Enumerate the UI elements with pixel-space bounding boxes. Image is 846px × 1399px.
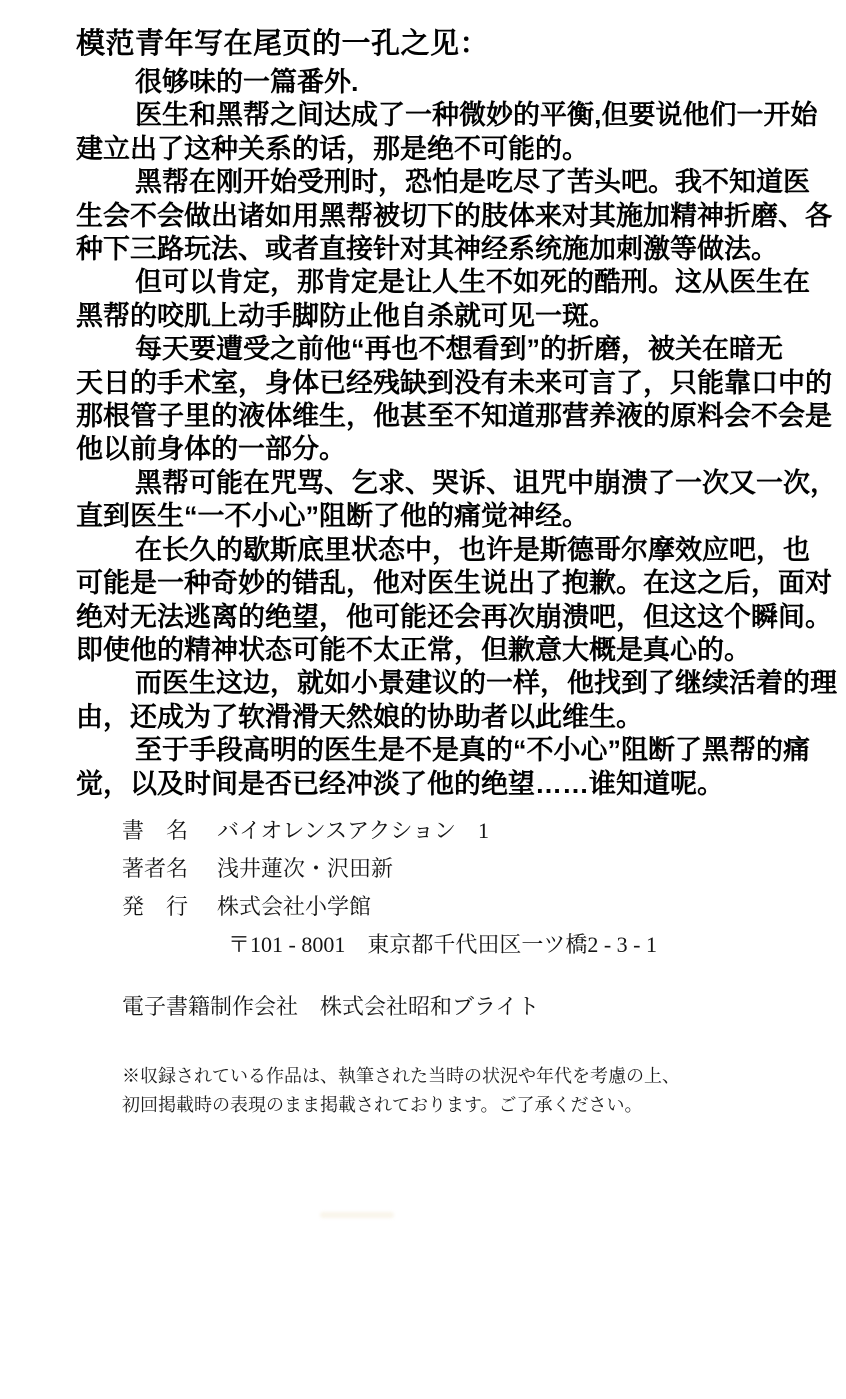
commentary-line: 但可以肯定，那肯定是让人生不如死的酷刑。这从医生在: [135, 267, 810, 298]
commentary-heading: 模范青年写在尾页的一孔之见：: [76, 28, 490, 60]
colophon-row: [122, 812, 822, 850]
commentary-line: 很够味的一篇番外.: [135, 67, 359, 97]
colophon-row: [122, 888, 822, 926]
disclaimer-note-line: ※収録されている作品は、執筆された当時の状況や年代を考慮の上、: [122, 1066, 680, 1086]
commentary-line: 黑帮可能在咒骂、乞求、哭诉、诅咒中崩溃了一次又一次，: [135, 467, 837, 498]
stain-watermark: [320, 1212, 394, 1218]
commentary-line: 黑帮在刚开始受刑时，恐怕是吃尽了苦头吧。我不知道医: [135, 167, 810, 198]
commentary-line: 即使他的精神状态可能不太正常，但歉意大概是真心的。: [76, 634, 751, 665]
commentary-line: 种下三路玩法、或者直接针对其神经系统施加刺激等做法。: [76, 234, 778, 265]
commentary-line: 天日的手术室，身体已经残缺到没有未来可言了，只能靠口中的: [76, 367, 832, 398]
colophon-row-label: 発 行: [122, 894, 189, 919]
commentary-line: 在长久的歇斯底里状态中，也许是斯德哥尔摩效应吧，也: [135, 534, 810, 565]
commentary-line: 黑帮的咬肌上动手脚防止他自杀就可见一斑。: [76, 300, 616, 331]
commentary-line: 觉，以及时间是否已经冲淡了他的绝望……谁知道呢。: [76, 768, 724, 799]
colophon-row: [122, 850, 822, 888]
commentary-line: 每天要遭受之前他“再也不想看到”的折磨，被关在暗无: [135, 334, 783, 365]
commentary-lines: [76, 66, 838, 801]
colophon-row-label: 書 名: [122, 818, 189, 843]
colophon-row-label: [122, 926, 190, 964]
disclaimer-note: [122, 1062, 822, 1119]
commentary-line: 可能是一种奇妙的错乱，他对医生说出了抱歉。在这之后，面对: [76, 568, 832, 599]
ebook-producer-line: 電子書籍制作会社 株式会社昭和ブライト: [122, 994, 540, 1019]
commentary-line: 那根管子里的液体维生，他甚至不知道那营养液的原料会不会是: [76, 401, 832, 432]
commentary-line: 生会不会做出诸如用黑帮被切下的肢体来对其施加精神折磨、各: [76, 200, 832, 231]
disclaimer-note-line: 初回掲載時の表現のまま掲載されております。ご了承ください。: [122, 1094, 643, 1115]
commentary-line: 直到医生“一不小心”阻断了他的痛觉神经。: [76, 501, 589, 532]
colophon-row-value: 株式会社小学館: [217, 894, 372, 919]
colophon-rows: [122, 812, 822, 964]
colophon-row-value: 〒101 - 8001 東京都千代田区一ツ橋2 - 3 - 1: [228, 932, 657, 957]
colophon-block: [122, 812, 822, 1119]
commentary-line: 医生和黑帮之间达成了一种微妙的平衡,但要说他们一开始: [135, 100, 818, 131]
commentary-line: 建立出了这种关系的话，那是绝不可能的。: [76, 133, 589, 164]
commentary-line: 绝对无法逃离的绝望，他可能还会再次崩溃吧，但这这个瞬间。: [76, 601, 832, 632]
commentary-line: 由，还成为了软滑滑天然娘的协助者以此维生。: [76, 701, 643, 732]
commentary-block: [76, 22, 838, 801]
commentary-line: 他以前身体的一部分。: [76, 434, 346, 465]
colophon-row-label: 著者名: [122, 856, 189, 881]
commentary-line: 而医生这边，就如小景建议的一样，他找到了继续活着的理: [135, 668, 837, 699]
colophon-row: [122, 926, 822, 964]
colophon-row-value: バイオレンスアクション 1: [217, 818, 490, 843]
commentary-line: 至于手段高明的医生是不是真的“不小心”阻断了黑帮的痛: [135, 735, 810, 766]
colophon-row-value: 浅井蓮次・沢田新: [217, 856, 394, 881]
